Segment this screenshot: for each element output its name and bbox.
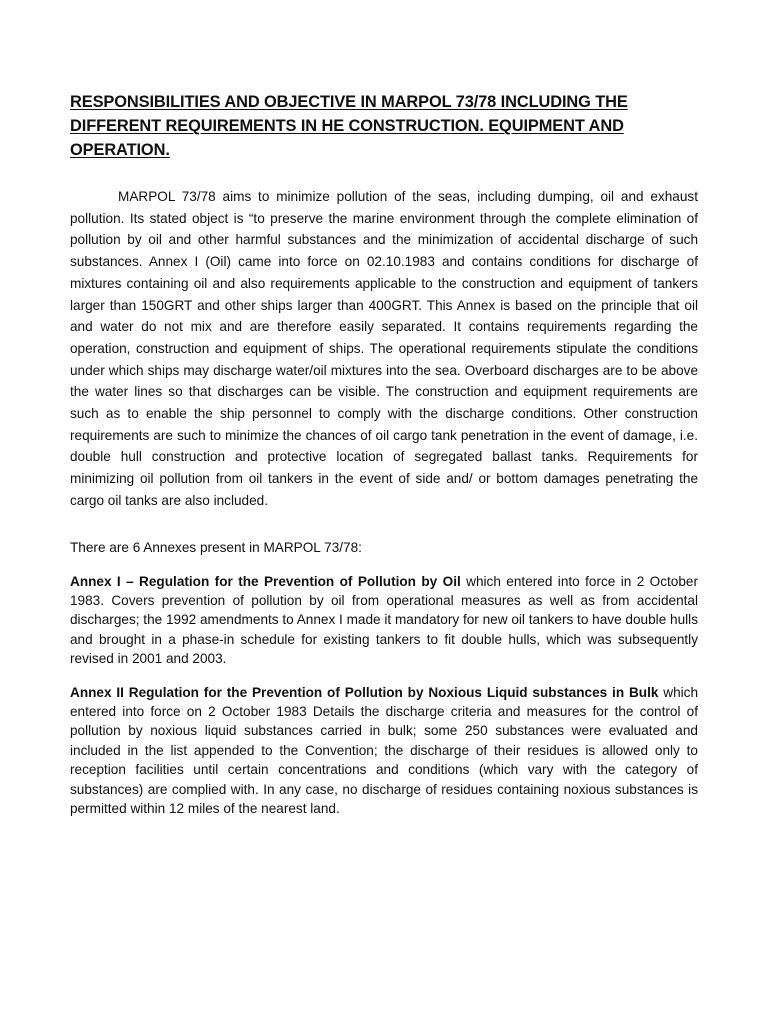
annex-heading: Annex I – Regulation for the Prevention of Pollution by Oil <box>70 573 461 589</box>
annex-item-1 <box>70 572 698 669</box>
annex-intro: There are 6 Annexes present in MARPOL 73/78: <box>70 539 362 555</box>
document-title: RESPONSIBILITIES AND OBJECTIVE IN MARPOL 73/78 INCLUDING THE DIFFERENT REQUIREMENTS IN HE CONSTRUCTION. EQUIPMENT AND OPERATION. <box>70 93 628 159</box>
annex-heading: Annex II Regulation for the Prevention of Pollution by Noxious Liquid substances in Bulk <box>70 684 659 700</box>
annex-text: which entered into force in 2 October 1983. Covers prevention of pollution by oil from operational measures as well as from accidental discharges; the 1992 amendments to Annex I made it mandatory for new oil tankers to have double hulls and brought in a phase-in schedule for existing tankers to fit double hulls, which was subsequently revised in 2001 and 2003. <box>70 573 698 667</box>
body-paragraph: MARPOL 73/78 aims to minimize pollution of the seas, including dumping, oil and exhaust pollution. Its stated object is “to preserve the marine environment through the complete elimination of pollution by oil and other harmful substances and the minimization of accidental discharge of such substances. Annex I (Oil) came into force on 02.10.1983 and contains conditions for discharge of mixtures containing oil and also requirements applicable to the construction and equipment of tankers larger than 150GRT and other ships larger than 400GRT. This Annex is based on the principle that oil and water do not mix and are therefore easily separated. It contains requirements regarding the operation, construction and equipment of ships. The operational requirements stipulate the conditions under which ships may discharge water/oil mixtures into the sea. Overboard discharges are to be above the water lines so that discharges can be visible. The construction and equipment requirements are such as to enable the ship personnel to comply with the discharge conditions. Other construction requirements are such to minimize the chances of oil cargo tank penetration in the event of damage, i.e. double hull construction and protective location of segregated ballast tanks. Requirements for minimizing oil pollution from oil tankers in the event of side and/ or bottom damages penetrating the cargo oil tanks are also included. <box>70 189 698 508</box>
annex-item-2 <box>70 683 698 819</box>
paragraph-spacer <box>70 512 698 538</box>
annex-text: which entered into force on 2 October 1983 Details the discharge criteria and measures for the control of pollution by noxious liquid substances carried in bulk; some 250 substances were evaluated and included in the list appended to the Convention; the discharge of their residues is allowed only to reception facilities until certain concentrations and conditions (which vary with the category of substances) are complied with. In any case, no discharge of residues containing noxious substances is permitted within 12 miles of the nearest land. <box>70 684 699 817</box>
